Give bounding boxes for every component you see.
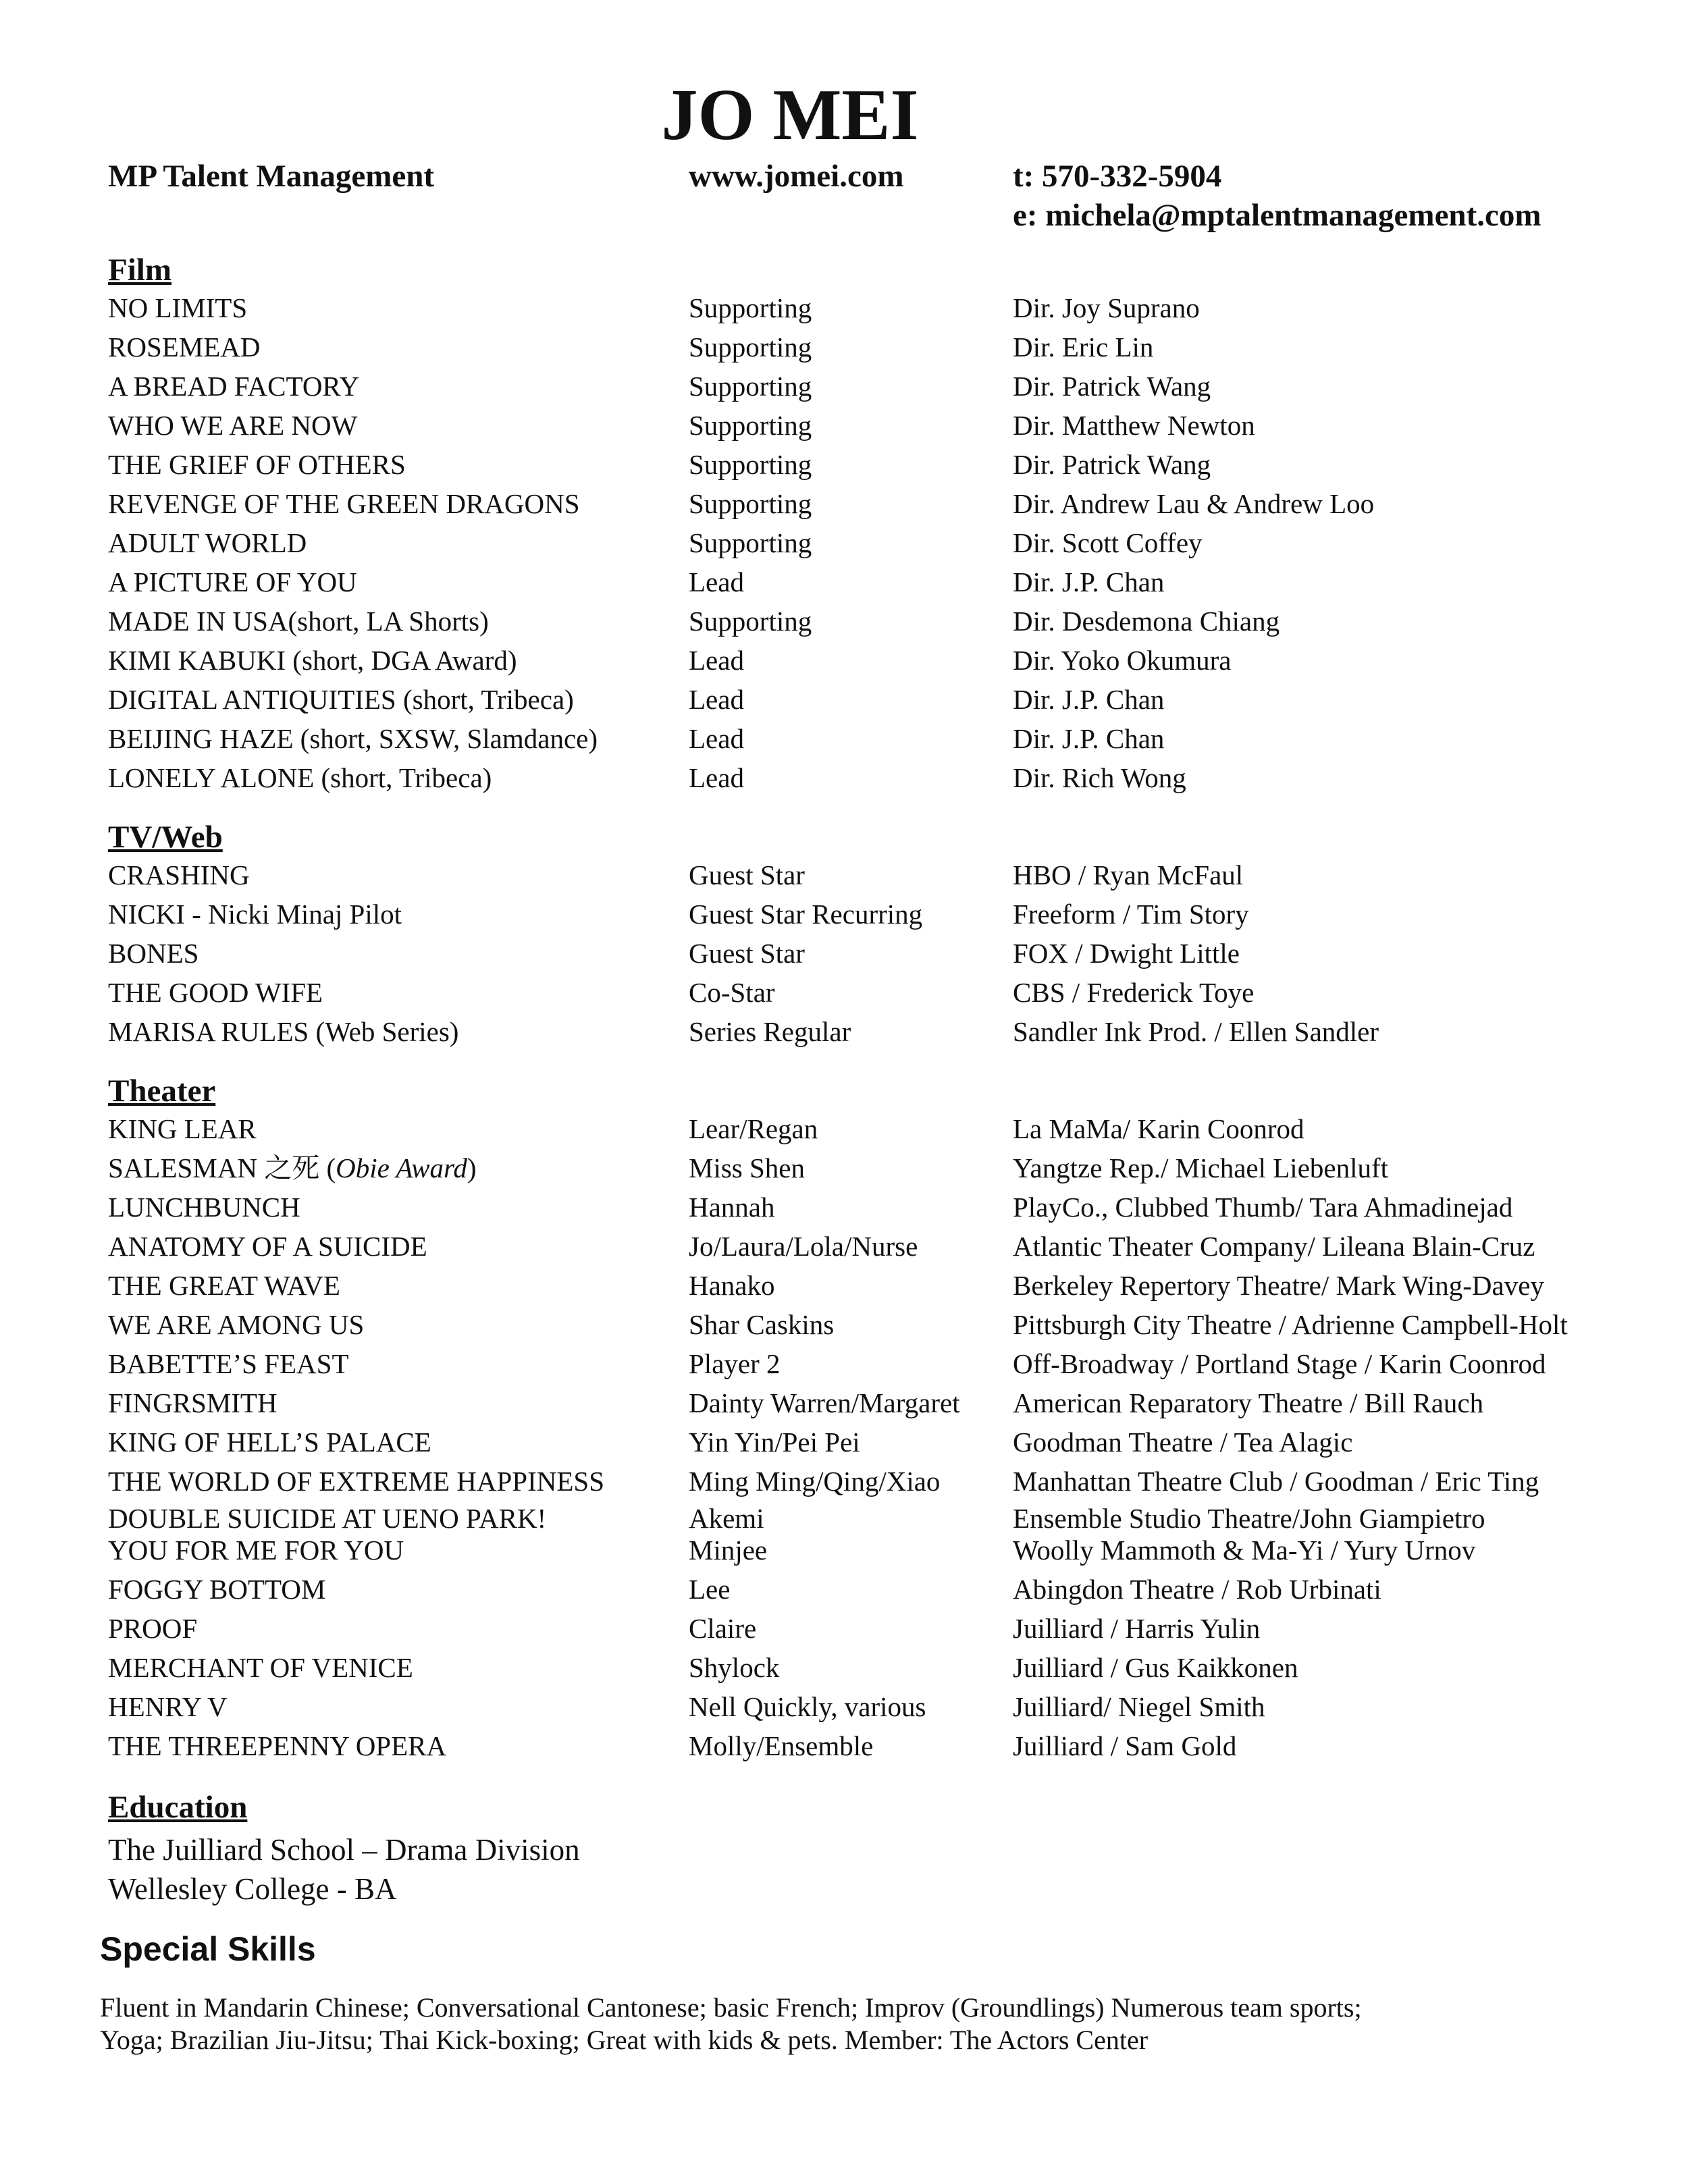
film-title: NO LIMITS xyxy=(108,292,248,323)
film-title: A PICTURE OF YOU xyxy=(108,566,357,597)
theater-company-director: Off-Broadway / Portland Stage / Karin Coonrod xyxy=(1013,1348,1546,1379)
tv-role: Series Regular xyxy=(689,1016,851,1047)
theater-row xyxy=(0,1687,1688,1726)
tv-title: MARISA RULES (Web Series) xyxy=(108,1016,459,1047)
theater-company-director: Abingdon Theatre / Rob Urbinati xyxy=(1013,1574,1381,1605)
theater-role: Hanako xyxy=(689,1270,775,1301)
theater-company-director: Goodman Theatre / Tea Alagic xyxy=(1013,1427,1353,1458)
film-title: DIGITAL ANTIQUITIES (short, Tribeca) xyxy=(108,684,574,715)
film-director: Dir. Patrick Wang xyxy=(1013,371,1211,402)
film-role: Lead xyxy=(689,723,744,754)
theater-role: Shylock xyxy=(689,1652,780,1683)
film-director: Dir. Andrew Lau & Andrew Loo xyxy=(1013,488,1375,519)
film-director: Dir. Rich Wong xyxy=(1013,762,1186,793)
tv-role: Guest Star Recurring xyxy=(689,899,923,930)
special-skills-text: Yoga; Brazilian Jiu-Jitsu; Thai Kick-boxing; Great with kids & pets. Member: The Actors Center xyxy=(100,2025,1149,2055)
theater-company-director: American Reparatory Theatre / Bill Rauch xyxy=(1013,1387,1484,1418)
theater-title xyxy=(108,1148,477,1188)
special-skills-text: Fluent in Mandarin Chinese; Conversational Cantonese; basic French; Improv (Groundlings) Numerous team sports; xyxy=(100,1992,1362,2023)
film-director: Dir. J.P. Chan xyxy=(1013,684,1165,715)
theater-row xyxy=(0,1570,1688,1609)
film-title: THE GRIEF OF OTHERS xyxy=(108,449,406,480)
film-title: KIMI KABUKI (short, DGA Award) xyxy=(108,645,517,676)
film-title: MADE IN USA(short, LA Shorts) xyxy=(108,606,489,637)
theater-company-director: Yangtze Rep./ Michael Liebenluft xyxy=(1013,1152,1389,1183)
email-link[interactable]: e: michela@mptalentmanagement.com xyxy=(1013,198,1541,233)
theater-role: Minjee xyxy=(689,1535,768,1566)
tv-title: CRASHING xyxy=(108,859,250,890)
theater-role: Ming Ming/Qing/Xiao xyxy=(689,1466,941,1497)
theater-row xyxy=(0,1148,1688,1188)
phone-number: t: 570-332-5904 xyxy=(1013,159,1222,194)
theater-title: LUNCHBUNCH xyxy=(108,1192,300,1223)
theater-section-title: Theater xyxy=(108,1073,216,1109)
theater-title: DOUBLE SUICIDE AT UENO PARK! xyxy=(108,1503,547,1534)
salesman-title-prefix: SALESMAN 之死 ( xyxy=(108,1152,336,1183)
theater-title: FINGRSMITH xyxy=(108,1387,278,1418)
film-director: Dir. Matthew Newton xyxy=(1013,410,1255,441)
theater-row xyxy=(0,1109,1688,1148)
tv-row xyxy=(0,855,1688,895)
film-title: ROSEMEAD xyxy=(108,331,261,363)
theater-title: HENRY V xyxy=(108,1691,228,1722)
theater-title: MERCHANT OF VENICE xyxy=(108,1652,413,1683)
theater-row xyxy=(0,1188,1688,1227)
film-role: Supporting xyxy=(689,527,812,558)
theater-title: PROOF xyxy=(108,1613,198,1644)
film-director: Dir. Joy Suprano xyxy=(1013,292,1200,323)
tv-network-director: Sandler Ink Prod. / Ellen Sandler xyxy=(1013,1016,1379,1047)
theater-company-director: Juilliard/ Niegel Smith xyxy=(1013,1691,1265,1722)
tv-title: THE GOOD WIFE xyxy=(108,977,323,1008)
tv-role: Guest Star xyxy=(689,859,805,890)
theater-company-director: Atlantic Theater Company/ Lileana Blain-Cruz xyxy=(1013,1231,1535,1262)
theater-role: Molly/Ensemble xyxy=(689,1730,874,1761)
film-role: Lead xyxy=(689,684,744,715)
film-row xyxy=(0,680,1688,719)
theater-title: THE THREEPENNY OPERA xyxy=(108,1730,447,1761)
salesman-award: Obie Award xyxy=(336,1152,467,1183)
theater-role: Dainty Warren/Margaret xyxy=(689,1387,960,1418)
tv-title: BONES xyxy=(108,938,199,969)
theater-company-director: Juilliard / Sam Gold xyxy=(1013,1730,1237,1761)
film-row xyxy=(0,758,1688,797)
theater-row xyxy=(0,1305,1688,1344)
film-role: Supporting xyxy=(689,488,812,519)
theater-role: Lee xyxy=(689,1574,731,1605)
theater-role: Akemi xyxy=(689,1503,764,1534)
film-director: Dir. Scott Coffey xyxy=(1013,527,1203,558)
tv-title: NICKI - Nicki Minaj Pilot xyxy=(108,899,402,930)
film-title: REVENGE OF THE GREEN DRAGONS xyxy=(108,488,580,519)
film-title: ADULT WORLD xyxy=(108,527,307,558)
theater-company-director: Ensemble Studio Theatre/John Giampietro xyxy=(1013,1503,1485,1534)
film-role: Supporting xyxy=(689,410,812,441)
tv-role: Guest Star xyxy=(689,938,805,969)
theater-row xyxy=(0,1422,1688,1462)
film-director: Dir. J.P. Chan xyxy=(1013,566,1165,597)
theater-row xyxy=(0,1609,1688,1648)
film-director: Dir. Eric Lin xyxy=(1013,331,1154,363)
theater-title: THE GREAT WAVE xyxy=(108,1270,340,1301)
film-title: WHO WE ARE NOW xyxy=(108,410,358,441)
tv-network-director: CBS / Frederick Toye xyxy=(1013,977,1255,1008)
film-director: Dir. Yoko Okumura xyxy=(1013,645,1232,676)
film-role: Supporting xyxy=(689,371,812,402)
theater-role: Miss Shen xyxy=(689,1152,806,1183)
film-row xyxy=(0,367,1688,406)
theater-company-director: La MaMa/ Karin Coonrod xyxy=(1013,1113,1304,1144)
theater-company-director: Juilliard / Gus Kaikkonen xyxy=(1013,1652,1298,1683)
theater-role: Lear/Regan xyxy=(689,1113,818,1144)
film-role: Supporting xyxy=(689,331,812,363)
film-title: LONELY ALONE (short, Tribeca) xyxy=(108,762,492,793)
film-director: Dir. Patrick Wang xyxy=(1013,449,1211,480)
actor-name: JO MEI xyxy=(661,75,919,155)
film-role: Supporting xyxy=(689,606,812,637)
education-section-title: Education xyxy=(108,1790,248,1825)
film-row xyxy=(0,445,1688,484)
theater-role: Player 2 xyxy=(689,1348,781,1379)
film-row xyxy=(0,484,1688,523)
theater-row xyxy=(0,1530,1688,1570)
theater-row xyxy=(0,1227,1688,1266)
theater-title: KING OF HELL’S PALACE xyxy=(108,1427,431,1458)
film-director: Dir. Desdemona Chiang xyxy=(1013,606,1280,637)
theater-row xyxy=(0,1648,1688,1687)
theater-title: FOGGY BOTTOM xyxy=(108,1574,326,1605)
theater-role: Nell Quickly, various xyxy=(689,1691,926,1722)
theater-title: ANATOMY OF A SUICIDE xyxy=(108,1231,427,1262)
agency-name: MP Talent Management xyxy=(108,159,435,194)
film-director: Dir. J.P. Chan xyxy=(1013,723,1165,754)
theater-title: YOU FOR ME FOR YOU xyxy=(108,1535,404,1566)
tv-network-director: FOX / Dwight Little xyxy=(1013,938,1240,969)
theater-role: Jo/Laura/Lola/Nurse xyxy=(689,1231,918,1262)
film-row xyxy=(0,719,1688,758)
theater-row xyxy=(0,1344,1688,1383)
theater-title: KING LEAR xyxy=(108,1113,257,1144)
film-row xyxy=(0,523,1688,562)
theater-company-director: Juilliard / Harris Yulin xyxy=(1013,1613,1261,1644)
theater-title: THE WORLD OF EXTREME HAPPINESS xyxy=(108,1466,604,1497)
tv-row xyxy=(0,973,1688,1012)
theater-row xyxy=(0,1462,1688,1501)
film-row xyxy=(0,602,1688,641)
theater-row xyxy=(0,1726,1688,1765)
salesman-title-suffix: ) xyxy=(467,1152,477,1183)
tv-row xyxy=(0,934,1688,973)
website-link[interactable]: www.jomei.com xyxy=(689,159,904,194)
theater-role: Shar Caskins xyxy=(689,1309,835,1340)
film-role: Lead xyxy=(689,762,744,793)
education-item: The Juilliard School – Drama Division xyxy=(108,1833,580,1867)
tv-network-director: Freeform / Tim Story xyxy=(1013,899,1249,930)
theater-company-director: Pittsburgh City Theatre / Adrienne Campbell-Holt xyxy=(1013,1309,1568,1340)
special-skills-title: Special Skills xyxy=(100,1930,316,1968)
theater-company-director: Manhattan Theatre Club / Goodman / Eric Ting xyxy=(1013,1466,1539,1497)
theater-company-director: PlayCo., Clubbed Thumb/ Tara Ahmadinejad xyxy=(1013,1192,1513,1223)
film-title: BEIJING HAZE (short, SXSW, Slamdance) xyxy=(108,723,598,754)
film-role: Supporting xyxy=(689,292,812,323)
theater-role: Hannah xyxy=(689,1192,775,1223)
theater-row xyxy=(0,1266,1688,1305)
theater-title: BABETTE’S FEAST xyxy=(108,1348,349,1379)
theater-company-director: Berkeley Repertory Theatre/ Mark Wing-Davey xyxy=(1013,1270,1544,1301)
film-section-title: Film xyxy=(108,252,172,288)
film-title: A BREAD FACTORY xyxy=(108,371,360,402)
film-row xyxy=(0,406,1688,445)
theater-role: Claire xyxy=(689,1613,757,1644)
tv-role: Co-Star xyxy=(689,977,775,1008)
film-row xyxy=(0,288,1688,327)
theater-row xyxy=(0,1383,1688,1422)
film-role: Supporting xyxy=(689,449,812,480)
tv-row xyxy=(0,1012,1688,1051)
tv-row xyxy=(0,895,1688,934)
theater-role: Yin Yin/Pei Pei xyxy=(689,1427,860,1458)
education-item: Wellesley College - BA xyxy=(108,1872,397,1906)
film-row xyxy=(0,641,1688,680)
theater-company-director: Woolly Mammoth & Ma-Yi / Yury Urnov xyxy=(1013,1535,1476,1566)
film-role: Lead xyxy=(689,645,744,676)
film-role: Lead xyxy=(689,566,744,597)
theater-title: WE ARE AMONG US xyxy=(108,1309,365,1340)
film-row xyxy=(0,562,1688,602)
tv-network-director: HBO / Ryan McFaul xyxy=(1013,859,1244,890)
tv-section-title: TV/Web xyxy=(108,820,223,855)
film-row xyxy=(0,327,1688,367)
